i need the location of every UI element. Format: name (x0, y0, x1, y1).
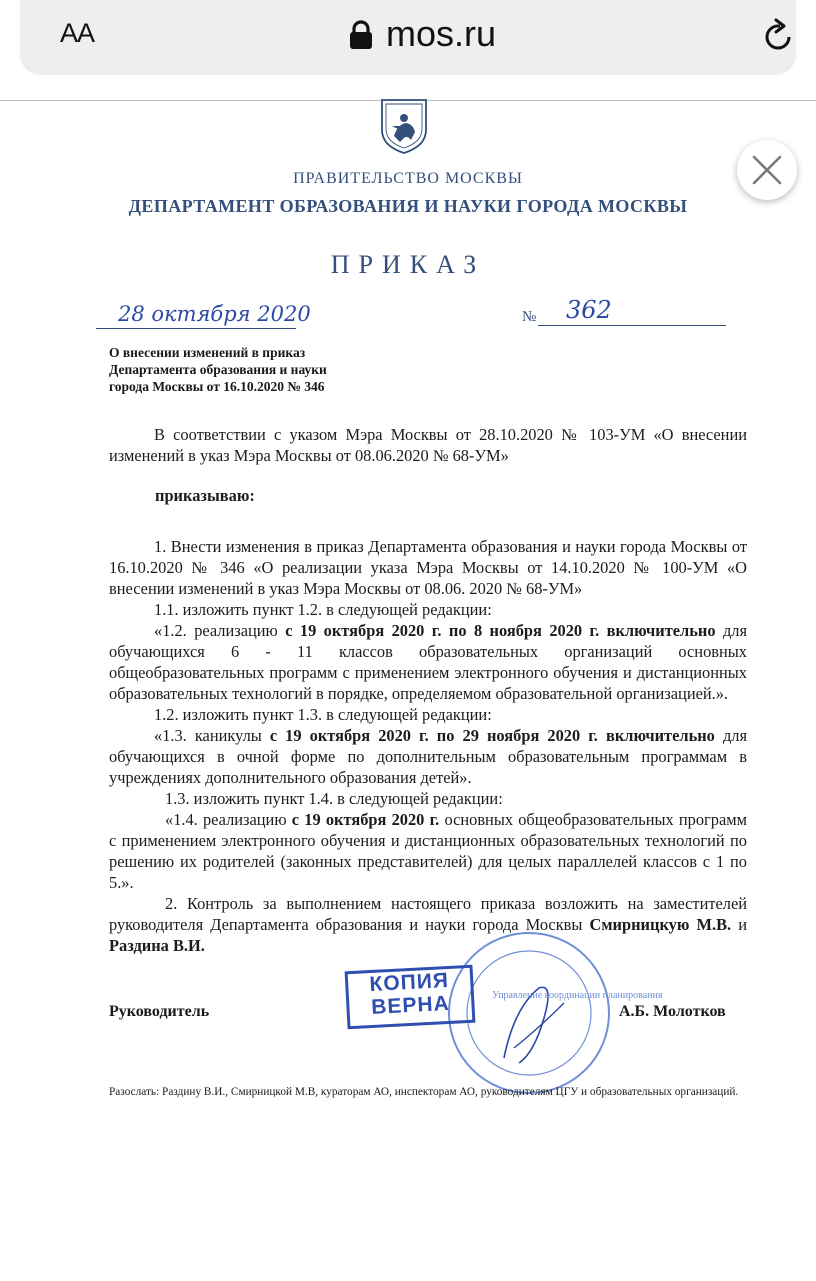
url-domain[interactable]: mos.ru (386, 13, 497, 54)
item-1-2-period: с 19 октября 2020 г. по 29 ноября 2020 г. включительно (269, 726, 715, 745)
deputy-2: Раздина В.И. (109, 936, 205, 955)
number-label: № (522, 309, 537, 325)
item-1-3-intro: 1.3. изложить пункт 1.4. в следующей редакции: (165, 789, 503, 808)
moscow-coat-of-arms-icon (378, 96, 430, 156)
item-1: 1. Внести изменения в приказ Департамента образования и науки города Москвы от 16.10.2020 № 346 «О реализации указа Мэра Москвы от 14.10.2020 № 100-УМ «О внесении изменений в указ Мэра Москвы от 08.06. 2020 № 68-УМ» (109, 537, 747, 598)
order-subject (109, 344, 327, 395)
item-1-3-period: с 19 октября 2020 г. (291, 810, 440, 829)
round-stamp-text: Управление координации планирования (492, 990, 663, 1001)
subject-line: города Москвы от 16.10.2020 № 346 (109, 379, 325, 394)
department-heading: ДЕПАРТАМЕНТ ОБРАЗОВАНИЯ И НАУКИ ГОРОДА МОСКВЫ (128, 196, 688, 216)
document-title: ПРИКАЗ (330, 250, 486, 279)
item-1-3-text: «1.4. реализацию с 19 октября 2020 г. основных общеобразовательных программ с применением электронного обучения и дистанционных образовательных технологий по решению их родителей (законных представителей) для целых параллелей классов с 1 по 5.». (109, 810, 747, 892)
item-1-1-intro: 1.1. изложить пункт 1.2. в следующей редакции: (154, 600, 492, 619)
number-line (538, 325, 726, 326)
preamble-text: В соответствии с указом Мэра Москвы от 28.10.2020 № 103-УМ «О внесении изменений в указ Мэра Москвы от 08.06.2020 № 68-УМ» (109, 425, 747, 465)
item-2: 2. Контроль за выполнением настоящего приказа возложить на заместителей руководителя Департамента образования и науки города Москвы Смирницкую М.В. и Раздина В.И. (109, 894, 747, 955)
signer-name: А.Б. Молотков (619, 1003, 726, 1020)
preamble (109, 424, 747, 466)
item-1-2-intro: 1.2. изложить пункт 1.3. в следующей редакции: (154, 705, 492, 724)
stamp-line-1: КОПИЯ (368, 968, 450, 997)
signer-title: Руководитель (109, 1003, 210, 1020)
handwritten-date: 28 октября 2020 (118, 302, 311, 326)
lock-icon (348, 20, 374, 50)
deputy-1: Смирницкую М.В. (589, 915, 732, 934)
subject-line: Департамента образования и науки (109, 362, 327, 377)
copy-certified-stamp (345, 965, 476, 1030)
order-word: приказываю: (155, 486, 255, 505)
handwritten-number: 362 (566, 296, 612, 324)
distribution-list: Разослать: Раздину В.И., Смирницкой М.В, кураторам АО, инспекторам АО, руководителям ЦГУ и образовательных организаций. (109, 1086, 739, 1098)
order-items (109, 536, 747, 956)
date-line (96, 328, 296, 329)
item-1-1-text: «1.2. реализацию с 19 октября 2020 г. по 8 ноября 2020 г. включительно для обучающихся 6 - 11 классов образовательных организаций основных общеобразовательных программ с применением электронного обучения и дистанционных образовательных технологий в порядке, определяемом образовательной организацией.». (109, 621, 747, 703)
text-size-button[interactable]: AA (60, 18, 95, 48)
reload-icon[interactable] (758, 16, 798, 56)
subject-line: О внесении изменений в приказ (109, 345, 306, 360)
browser-url-bar (20, 0, 796, 75)
item-1-2-text: «1.3. каникулы с 19 октября 2020 г. по 29 ноября 2020 г. включительно для обучающихся в очной форме по дополнительным образовательным программам в учреждениях дополнительного образования детей». (109, 726, 748, 787)
stamp-line-2: ВЕРНА (370, 991, 451, 1020)
government-heading: ПРАВИТЕЛЬСТВО МОСКВЫ (293, 170, 523, 187)
item-1-1-period: с 19 октября 2020 г. по 8 ноября 2020 г. включительно (285, 621, 716, 640)
